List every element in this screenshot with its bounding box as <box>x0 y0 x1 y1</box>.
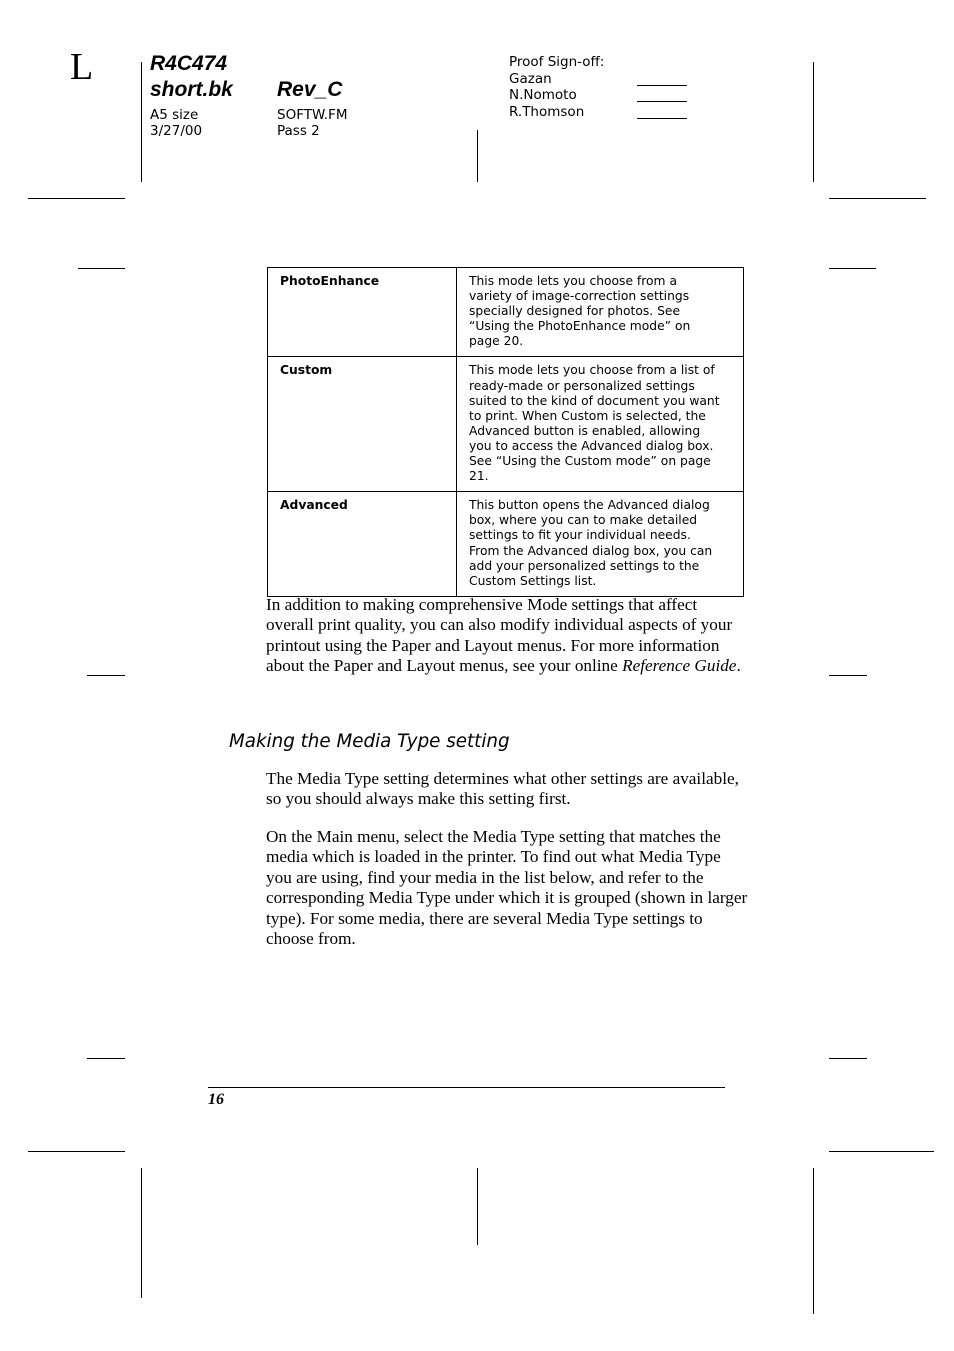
reference-guide-link: Reference Guide <box>622 656 737 676</box>
signature-line <box>637 101 687 102</box>
header-letter: L <box>70 46 94 88</box>
file-name: SOFTW.FM <box>277 107 348 123</box>
page-size: A5 size <box>150 107 199 123</box>
proof-name: N.Nomoto <box>509 87 577 103</box>
pass-number: Pass 2 <box>277 123 320 139</box>
crop-mark <box>813 62 814 182</box>
intro-end: . <box>736 656 741 676</box>
crop-mark <box>477 1168 478 1245</box>
mode-term: PhotoEnhance <box>268 268 457 357</box>
mode-description: This button opens the Advanced dialog box, where you can to make detailed settings to fit your individual needs. From the Advanced dialog box, you can add your personalized settings to the Custom Settings list. <box>457 492 744 597</box>
intro-text: In addition to making comprehensive Mode settings that affect overall print quality, you can also modify individual aspects of your printout using the Paper and Layout menus. For more information about the Paper and Layout menus, see your online <box>266 595 733 676</box>
mode-table <box>267 267 744 597</box>
crop-mark <box>141 62 142 182</box>
mode-term: Advanced <box>268 492 457 597</box>
mode-description: This mode lets you choose from a variety of image-correction settings specially designed for photos. See “Using the PhotoEnhance mode” on page 20. <box>457 268 744 357</box>
table-row <box>268 492 744 597</box>
margin-mark <box>829 675 867 676</box>
signature-line <box>637 85 687 86</box>
proof-name: R.Thomson <box>509 104 585 120</box>
crop-mark <box>829 198 926 199</box>
crop-mark <box>28 198 125 199</box>
media-type-paragraph: The Media Type setting determines what other settings are available, so you should always make this setting first. <box>266 769 739 809</box>
crop-mark <box>829 1151 934 1152</box>
mode-term: Custom <box>268 357 457 492</box>
footer-rule <box>208 1087 725 1088</box>
crop-mark <box>477 130 478 182</box>
mode-description: This mode lets you choose from a list of ready-made or personalized settings suited to the kind of document you want to print. When Custom is selected, the Advanced button is enabled, allowing you to access the Advanced dialog box. See “Using the Custom mode” on page 21. <box>457 357 744 492</box>
book-code: R4C474 <box>150 52 228 75</box>
page-number: 16 <box>208 1091 224 1108</box>
margin-mark <box>87 675 125 676</box>
crop-mark <box>28 1151 125 1152</box>
margin-mark <box>78 268 125 269</box>
table-row <box>268 268 744 357</box>
book-file: short.bk <box>150 78 233 101</box>
main-menu-paragraph: On the Main menu, select the Media Type setting that matches the media which is loaded in the printer. To find out what Media Type you are using, find your media in the list below, and refer to the corresponding Media Type under which it is grouped (shown in larger type). For some media, there are several Media Type settings to choose from. <box>266 827 748 949</box>
file-date: 3/27/00 <box>150 123 203 139</box>
revision: Rev_C <box>277 78 343 101</box>
margin-mark <box>87 1058 125 1059</box>
table-row <box>268 357 744 492</box>
margin-mark <box>829 1058 867 1059</box>
crop-mark <box>813 1168 814 1314</box>
section-heading: Making the Media Type setting <box>229 731 510 752</box>
crop-mark <box>141 1168 142 1298</box>
proof-name: Gazan <box>509 71 552 87</box>
signature-line <box>637 118 687 119</box>
proof-title: Proof Sign-off: <box>509 54 605 70</box>
margin-mark <box>829 268 876 269</box>
intro-paragraph <box>266 595 748 677</box>
